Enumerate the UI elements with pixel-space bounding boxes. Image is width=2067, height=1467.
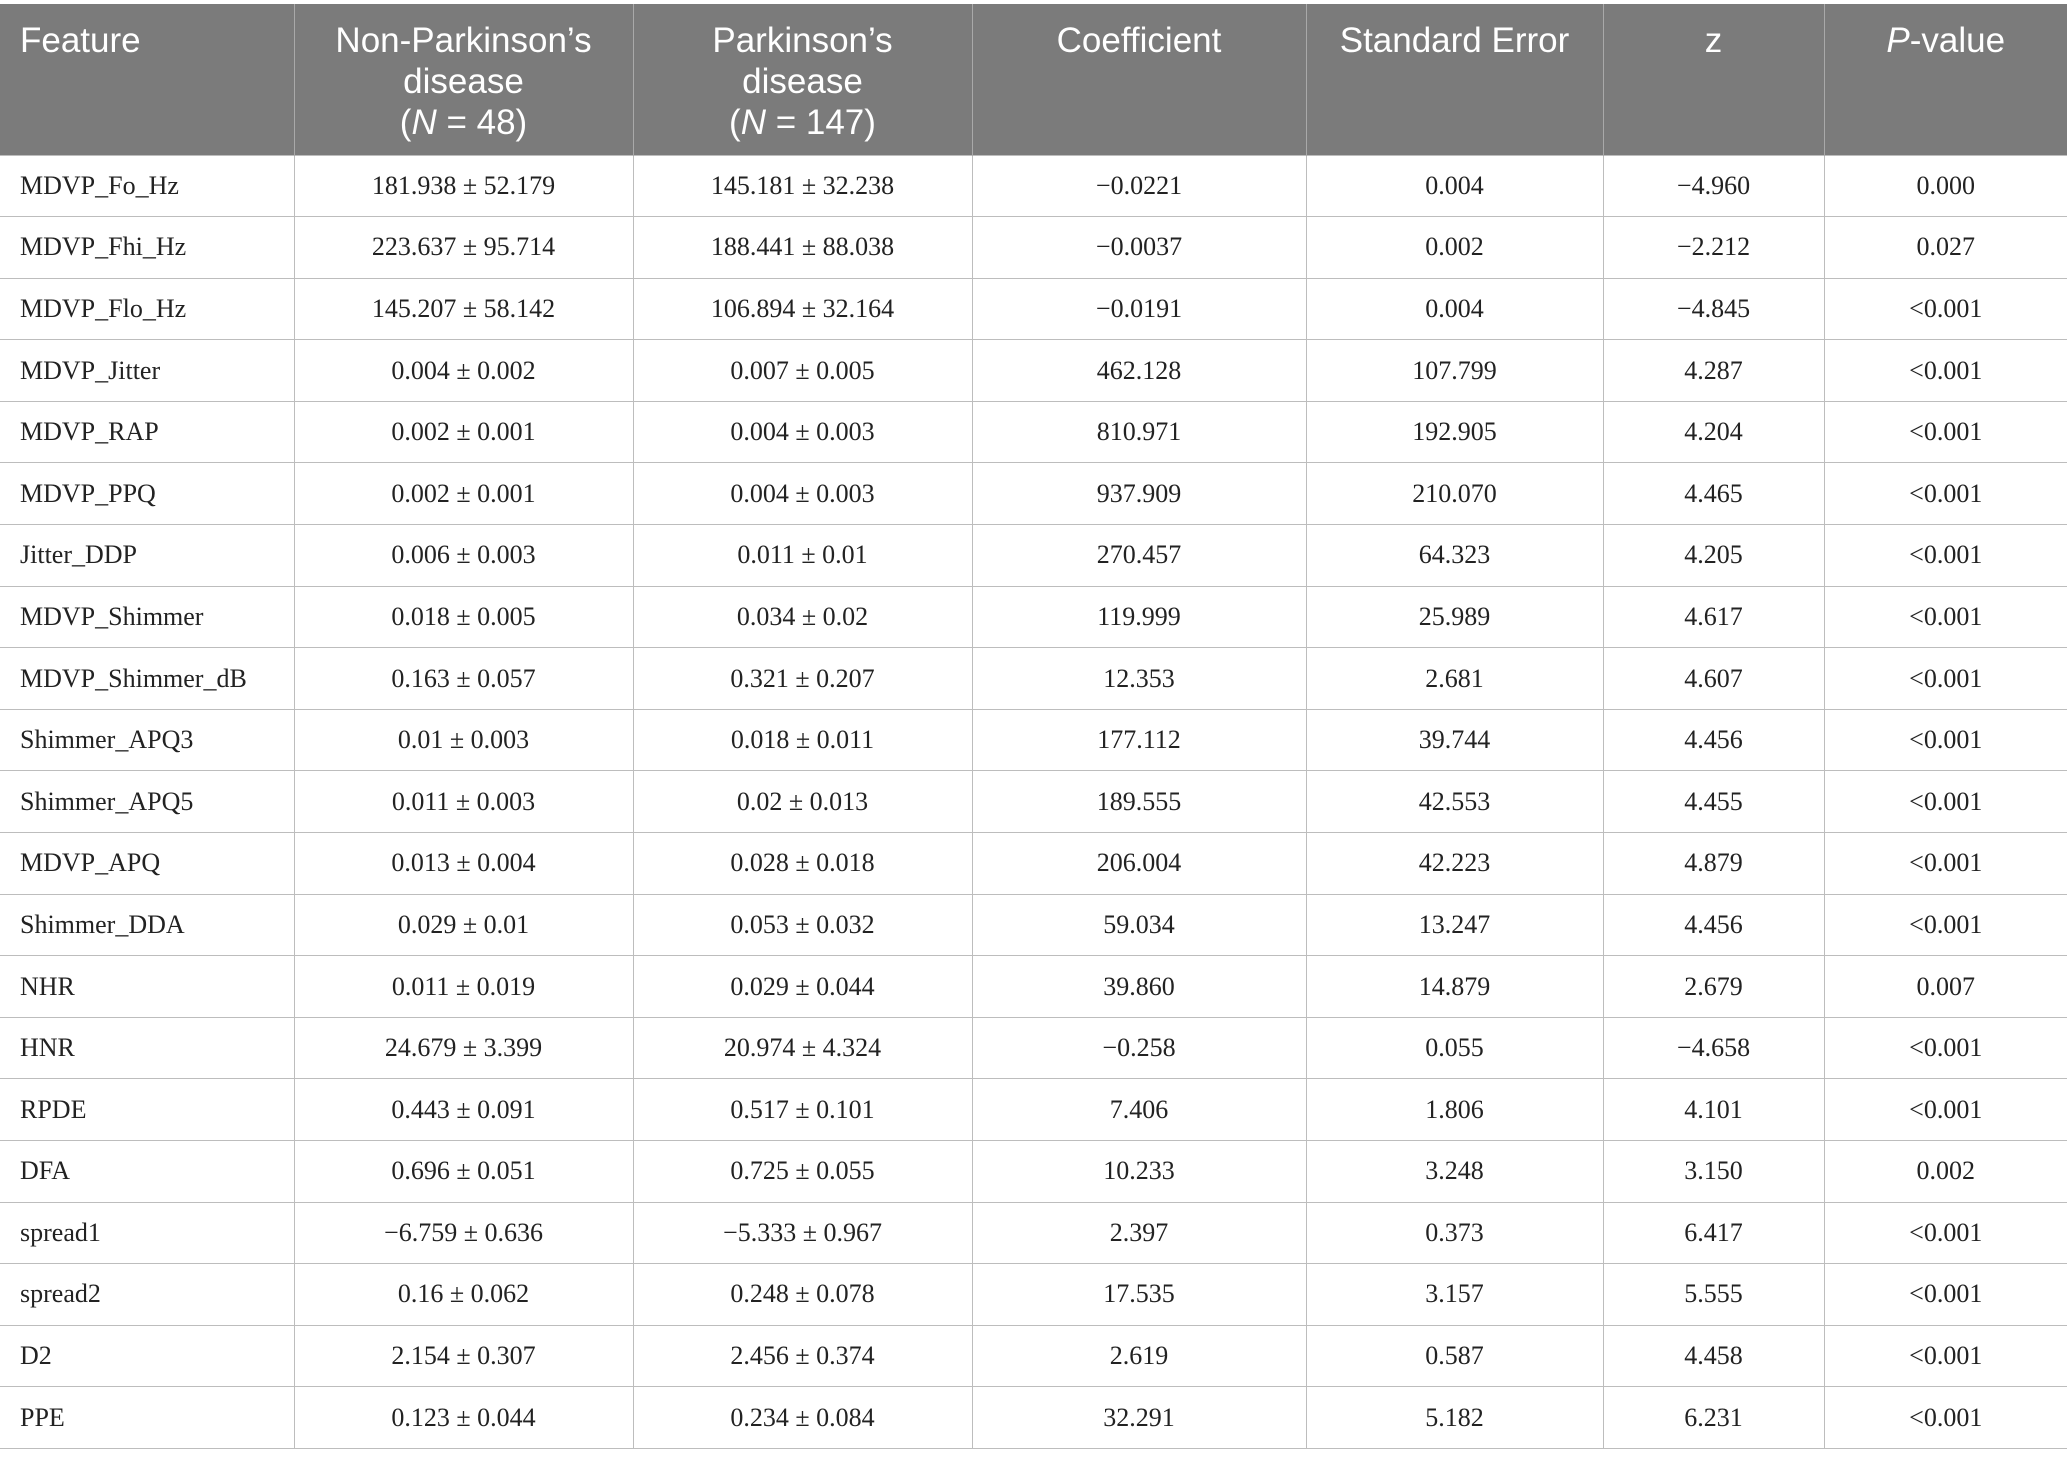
cell-coefficient: 270.457 (972, 525, 1306, 587)
cell-standard-error: 42.553 (1306, 771, 1603, 833)
cell-pd: 0.028 ± 0.018 (633, 833, 972, 895)
cell-non-pd: 0.16 ± 0.062 (294, 1264, 633, 1326)
header-standard-error: Standard Error (1306, 4, 1603, 155)
table-row (0, 463, 2067, 525)
cell-pd: 0.004 ± 0.003 (633, 463, 972, 525)
cell-z: 5.555 (1603, 1264, 1824, 1326)
cell-standard-error: 25.989 (1306, 586, 1603, 648)
header-feature: Feature (0, 4, 294, 155)
cell-feature: MDVP_Fo_Hz (0, 155, 294, 217)
header-z: z (1603, 4, 1824, 155)
cell-pd: 0.517 ± 0.101 (633, 1079, 972, 1141)
cell-z: 4.458 (1603, 1325, 1824, 1387)
table-row (0, 1141, 2067, 1203)
cell-z: 2.679 (1603, 956, 1824, 1018)
cell-p-value: 0.027 (1824, 217, 2067, 279)
cell-non-pd: 0.004 ± 0.002 (294, 340, 633, 402)
results-table (0, 4, 2067, 1449)
cell-p-value: 0.000 (1824, 155, 2067, 217)
cell-non-pd: −6.759 ± 0.636 (294, 1202, 633, 1264)
cell-coefficient: 12.353 (972, 648, 1306, 710)
cell-z: 4.204 (1603, 401, 1824, 463)
cell-p-value: <0.001 (1824, 1079, 2067, 1141)
cell-non-pd: 145.207 ± 58.142 (294, 278, 633, 340)
cell-standard-error: 0.055 (1306, 1017, 1603, 1079)
cell-z: 6.231 (1603, 1387, 1824, 1449)
cell-coefficient: 206.004 (972, 833, 1306, 895)
cell-feature: MDVP_APQ (0, 833, 294, 895)
table-header (0, 4, 2067, 155)
cell-z: 6.417 (1603, 1202, 1824, 1264)
cell-feature: MDVP_Shimmer_dB (0, 648, 294, 710)
cell-z: 4.617 (1603, 586, 1824, 648)
cell-non-pd: 0.443 ± 0.091 (294, 1079, 633, 1141)
cell-p-value: 0.002 (1824, 1141, 2067, 1203)
header-p-value: P-value (1824, 4, 2067, 155)
cell-pd: 0.029 ± 0.044 (633, 956, 972, 1018)
cell-z: 4.101 (1603, 1079, 1824, 1141)
cell-coefficient: 39.860 (972, 956, 1306, 1018)
cell-p-value: <0.001 (1824, 401, 2067, 463)
cell-z: −4.960 (1603, 155, 1824, 217)
cell-pd: 0.321 ± 0.207 (633, 648, 972, 710)
cell-non-pd: 0.01 ± 0.003 (294, 709, 633, 771)
cell-p-value: <0.001 (1824, 771, 2067, 833)
cell-coefficient: 7.406 (972, 1079, 1306, 1141)
cell-feature: RPDE (0, 1079, 294, 1141)
cell-z: 3.150 (1603, 1141, 1824, 1203)
cell-p-value: <0.001 (1824, 1202, 2067, 1264)
cell-p-value: <0.001 (1824, 1387, 2067, 1449)
cell-p-value: <0.001 (1824, 463, 2067, 525)
cell-standard-error: 42.223 (1306, 833, 1603, 895)
cell-z: 4.205 (1603, 525, 1824, 587)
cell-p-value: <0.001 (1824, 525, 2067, 587)
cell-coefficient: −0.0191 (972, 278, 1306, 340)
cell-z: −4.658 (1603, 1017, 1824, 1079)
cell-coefficient: 17.535 (972, 1264, 1306, 1326)
cell-pd: 0.011 ± 0.01 (633, 525, 972, 587)
table-row (0, 833, 2067, 895)
cell-non-pd: 0.006 ± 0.003 (294, 525, 633, 587)
cell-p-value: <0.001 (1824, 1325, 2067, 1387)
table-row (0, 401, 2067, 463)
cell-feature: spread2 (0, 1264, 294, 1326)
table-row (0, 586, 2067, 648)
cell-standard-error: 0.587 (1306, 1325, 1603, 1387)
cell-coefficient: 32.291 (972, 1387, 1306, 1449)
cell-coefficient: −0.0221 (972, 155, 1306, 217)
table-row (0, 1264, 2067, 1326)
cell-z: 4.456 (1603, 894, 1824, 956)
table-row (0, 771, 2067, 833)
header-non-parkinsons: Non-Parkinson’s disease (N = 48) (294, 4, 633, 155)
cell-standard-error: 64.323 (1306, 525, 1603, 587)
table-row (0, 1387, 2067, 1449)
cell-z: −4.845 (1603, 278, 1824, 340)
table-row (0, 648, 2067, 710)
header-coefficient: Coefficient (972, 4, 1306, 155)
cell-coefficient: −0.0037 (972, 217, 1306, 279)
cell-coefficient: 177.112 (972, 709, 1306, 771)
cell-non-pd: 0.002 ± 0.001 (294, 401, 633, 463)
cell-feature: HNR (0, 1017, 294, 1079)
table-row (0, 340, 2067, 402)
table-row (0, 709, 2067, 771)
cell-p-value: <0.001 (1824, 1017, 2067, 1079)
cell-pd: −5.333 ± 0.967 (633, 1202, 972, 1264)
cell-non-pd: 0.123 ± 0.044 (294, 1387, 633, 1449)
table-row (0, 1325, 2067, 1387)
cell-pd: 0.02 ± 0.013 (633, 771, 972, 833)
cell-feature: Shimmer_APQ5 (0, 771, 294, 833)
cell-feature: NHR (0, 956, 294, 1018)
cell-pd: 0.007 ± 0.005 (633, 340, 972, 402)
table-row (0, 1079, 2067, 1141)
cell-feature: Shimmer_DDA (0, 894, 294, 956)
cell-standard-error: 0.004 (1306, 155, 1603, 217)
cell-coefficient: 462.128 (972, 340, 1306, 402)
cell-standard-error: 5.182 (1306, 1387, 1603, 1449)
cell-p-value: <0.001 (1824, 894, 2067, 956)
table-row (0, 278, 2067, 340)
cell-feature: spread1 (0, 1202, 294, 1264)
cell-z: 4.879 (1603, 833, 1824, 895)
cell-z: −2.212 (1603, 217, 1824, 279)
table-row (0, 1017, 2067, 1079)
cell-standard-error: 3.157 (1306, 1264, 1603, 1326)
cell-feature: MDVP_PPQ (0, 463, 294, 525)
cell-pd: 0.034 ± 0.02 (633, 586, 972, 648)
cell-non-pd: 0.163 ± 0.057 (294, 648, 633, 710)
cell-pd: 20.974 ± 4.324 (633, 1017, 972, 1079)
header-row (0, 4, 2067, 155)
cell-non-pd: 0.011 ± 0.019 (294, 956, 633, 1018)
cell-pd: 2.456 ± 0.374 (633, 1325, 972, 1387)
cell-standard-error: 1.806 (1306, 1079, 1603, 1141)
cell-standard-error: 107.799 (1306, 340, 1603, 402)
cell-pd: 0.018 ± 0.011 (633, 709, 972, 771)
cell-p-value: <0.001 (1824, 340, 2067, 402)
cell-pd: 106.894 ± 32.164 (633, 278, 972, 340)
cell-pd: 0.053 ± 0.032 (633, 894, 972, 956)
cell-feature: D2 (0, 1325, 294, 1387)
cell-coefficient: 2.397 (972, 1202, 1306, 1264)
table-row (0, 894, 2067, 956)
cell-standard-error: 0.002 (1306, 217, 1603, 279)
cell-coefficient: 810.971 (972, 401, 1306, 463)
header-parkinsons: Parkinson’s disease (N = 147) (633, 4, 972, 155)
cell-non-pd: 0.002 ± 0.001 (294, 463, 633, 525)
cell-feature: MDVP_Jitter (0, 340, 294, 402)
cell-pd: 145.181 ± 32.238 (633, 155, 972, 217)
cell-feature: MDVP_Shimmer (0, 586, 294, 648)
cell-p-value: <0.001 (1824, 648, 2067, 710)
cell-feature: MDVP_Flo_Hz (0, 278, 294, 340)
cell-feature: PPE (0, 1387, 294, 1449)
cell-coefficient: 189.555 (972, 771, 1306, 833)
cell-p-value: 0.007 (1824, 956, 2067, 1018)
cell-p-value: <0.001 (1824, 1264, 2067, 1326)
cell-coefficient: −0.258 (972, 1017, 1306, 1079)
cell-standard-error: 0.373 (1306, 1202, 1603, 1264)
table-row (0, 1202, 2067, 1264)
cell-coefficient: 2.619 (972, 1325, 1306, 1387)
cell-standard-error: 14.879 (1306, 956, 1603, 1018)
cell-standard-error: 3.248 (1306, 1141, 1603, 1203)
table-row (0, 155, 2067, 217)
table-body (0, 155, 2067, 1448)
cell-pd: 0.725 ± 0.055 (633, 1141, 972, 1203)
cell-feature: Shimmer_APQ3 (0, 709, 294, 771)
cell-pd: 188.441 ± 88.038 (633, 217, 972, 279)
cell-non-pd: 2.154 ± 0.307 (294, 1325, 633, 1387)
table-row (0, 525, 2067, 587)
cell-z: 4.465 (1603, 463, 1824, 525)
cell-non-pd: 24.679 ± 3.399 (294, 1017, 633, 1079)
cell-pd: 0.234 ± 0.084 (633, 1387, 972, 1449)
cell-p-value: <0.001 (1824, 278, 2067, 340)
cell-z: 4.287 (1603, 340, 1824, 402)
cell-standard-error: 39.744 (1306, 709, 1603, 771)
table-row (0, 956, 2067, 1018)
cell-non-pd: 0.018 ± 0.005 (294, 586, 633, 648)
cell-coefficient: 59.034 (972, 894, 1306, 956)
cell-z: 4.456 (1603, 709, 1824, 771)
cell-non-pd: 223.637 ± 95.714 (294, 217, 633, 279)
cell-feature: DFA (0, 1141, 294, 1203)
cell-feature: MDVP_RAP (0, 401, 294, 463)
cell-standard-error: 0.004 (1306, 278, 1603, 340)
cell-p-value: <0.001 (1824, 709, 2067, 771)
cell-non-pd: 181.938 ± 52.179 (294, 155, 633, 217)
cell-non-pd: 0.029 ± 0.01 (294, 894, 633, 956)
cell-standard-error: 2.681 (1306, 648, 1603, 710)
cell-coefficient: 119.999 (972, 586, 1306, 648)
cell-non-pd: 0.696 ± 0.051 (294, 1141, 633, 1203)
table-row (0, 217, 2067, 279)
cell-non-pd: 0.011 ± 0.003 (294, 771, 633, 833)
cell-pd: 0.248 ± 0.078 (633, 1264, 972, 1326)
cell-feature: MDVP_Fhi_Hz (0, 217, 294, 279)
cell-non-pd: 0.013 ± 0.004 (294, 833, 633, 895)
cell-pd: 0.004 ± 0.003 (633, 401, 972, 463)
cell-p-value: <0.001 (1824, 586, 2067, 648)
cell-standard-error: 210.070 (1306, 463, 1603, 525)
cell-feature: Jitter_DDP (0, 525, 294, 587)
cell-standard-error: 192.905 (1306, 401, 1603, 463)
cell-standard-error: 13.247 (1306, 894, 1603, 956)
cell-coefficient: 937.909 (972, 463, 1306, 525)
cell-z: 4.607 (1603, 648, 1824, 710)
results-table-container (0, 4, 2067, 1449)
cell-coefficient: 10.233 (972, 1141, 1306, 1203)
cell-p-value: <0.001 (1824, 833, 2067, 895)
cell-z: 4.455 (1603, 771, 1824, 833)
